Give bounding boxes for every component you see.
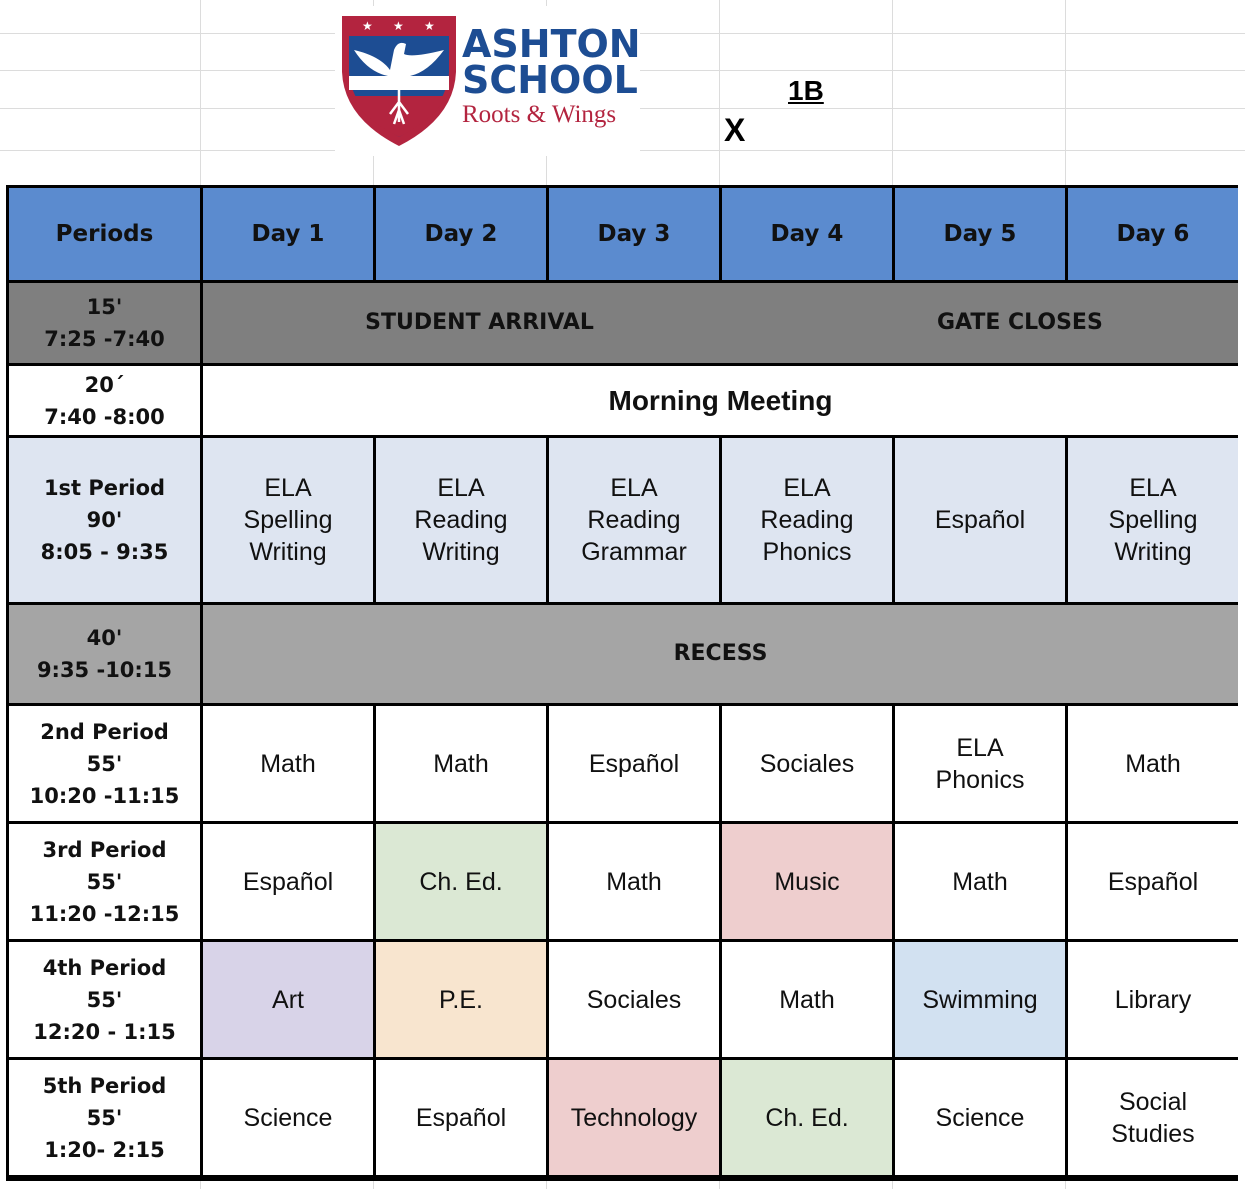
schedule-cell: Español [549, 706, 719, 821]
svg-text:★: ★ [424, 19, 435, 33]
schedule-cell: Ch. Ed. [376, 824, 546, 939]
sheet-gridline [719, 1180, 720, 1189]
gate-closes-label: GATE CLOSES [936, 310, 1103, 335]
schedule-cell: Español [1068, 824, 1238, 939]
schedule-cell: ELA Reading Phonics [722, 438, 892, 602]
sheet-gridline [892, 0, 893, 185]
schedule-cell: Music [722, 824, 892, 939]
sheet-gridline [546, 1180, 547, 1189]
schedule-cell: Sociales [722, 706, 892, 821]
period-label: 15' 7:25 -7:40 [9, 283, 200, 363]
schedule-cell: Math [1068, 706, 1238, 821]
sheet-gridline [719, 0, 720, 185]
schedule-cell: Español [376, 1060, 546, 1175]
column-header: Day 2 [376, 188, 546, 280]
x-mark: X [724, 112, 746, 148]
logo-tagline: Roots & Wings [462, 101, 617, 128]
recess-banner: RECESS [203, 605, 1238, 703]
school-logo [335, 6, 640, 156]
logo-name-line2: SCHOOL [462, 58, 638, 102]
schedule-cell: Ch. Ed. [722, 1060, 892, 1175]
logo-name-line1: ASHTON [462, 22, 641, 66]
sheet-gridline [373, 1180, 374, 1189]
schedule-cell: Math [549, 824, 719, 939]
column-header: Day 6 [1068, 188, 1238, 280]
period-label: 1st Period 90' 8:05 - 9:35 [9, 438, 200, 602]
sheet-gridline [200, 0, 201, 185]
schedule-cell: Math [895, 824, 1065, 939]
schedule-cell: Technology [549, 1060, 719, 1175]
schedule-cell: P.E. [376, 942, 546, 1057]
schedule-cell: Español [895, 438, 1065, 602]
column-header: Day 3 [549, 188, 719, 280]
sheet-gridline [200, 1180, 201, 1189]
svg-text:★: ★ [393, 19, 404, 33]
sheet-gridline [892, 1180, 893, 1189]
schedule-cell: Social Studies [1068, 1060, 1238, 1175]
svg-text:★: ★ [362, 19, 373, 33]
period-label: 5th Period 55' 1:20- 2:15 [9, 1060, 200, 1175]
column-header: Day 5 [895, 188, 1065, 280]
column-header: Day 4 [722, 188, 892, 280]
period-label: 3rd Period 55' 11:20 -12:15 [9, 824, 200, 939]
schedule-cell: Science [895, 1060, 1065, 1175]
schedule-cell: ELA Spelling Writing [1068, 438, 1238, 602]
sheet-gridline [1065, 0, 1066, 185]
schedule-cell: ELA Spelling Writing [203, 438, 373, 602]
schedule-cell: Swimming [895, 942, 1065, 1057]
schedule-cell: Español [203, 824, 373, 939]
period-label: 2nd Period 55' 10:20 -11:15 [9, 706, 200, 821]
shield-eagle-icon [340, 10, 458, 150]
schedule-cell: ELA Reading Grammar [549, 438, 719, 602]
arrival-banner [203, 283, 1238, 363]
schedule-cell: Math [203, 706, 373, 821]
sheet-gridline [1065, 1180, 1066, 1189]
schedule-cell: Library [1068, 942, 1238, 1057]
timetable [6, 185, 1238, 1181]
schedule-cell: Sociales [549, 942, 719, 1057]
schedule-cell: Math [722, 942, 892, 1057]
schedule-cell: ELA Phonics [895, 706, 1065, 821]
student-arrival-label: STUDENT ARRIVAL [365, 310, 594, 335]
schedule-cell: Math [376, 706, 546, 821]
morning-meeting-banner: Morning Meeting [203, 366, 1238, 435]
period-label: 4th Period 55' 12:20 - 1:15 [9, 942, 200, 1057]
period-label: 20´ 7:40 -8:00 [9, 366, 200, 435]
class-label: 1B [788, 75, 824, 106]
column-header: Day 1 [203, 188, 373, 280]
column-header: Periods [9, 188, 200, 280]
period-label: 40' 9:35 -10:15 [9, 605, 200, 703]
schedule-cell: Science [203, 1060, 373, 1175]
schedule-cell: Art [203, 942, 373, 1057]
schedule-cell: ELA Reading Writing [376, 438, 546, 602]
